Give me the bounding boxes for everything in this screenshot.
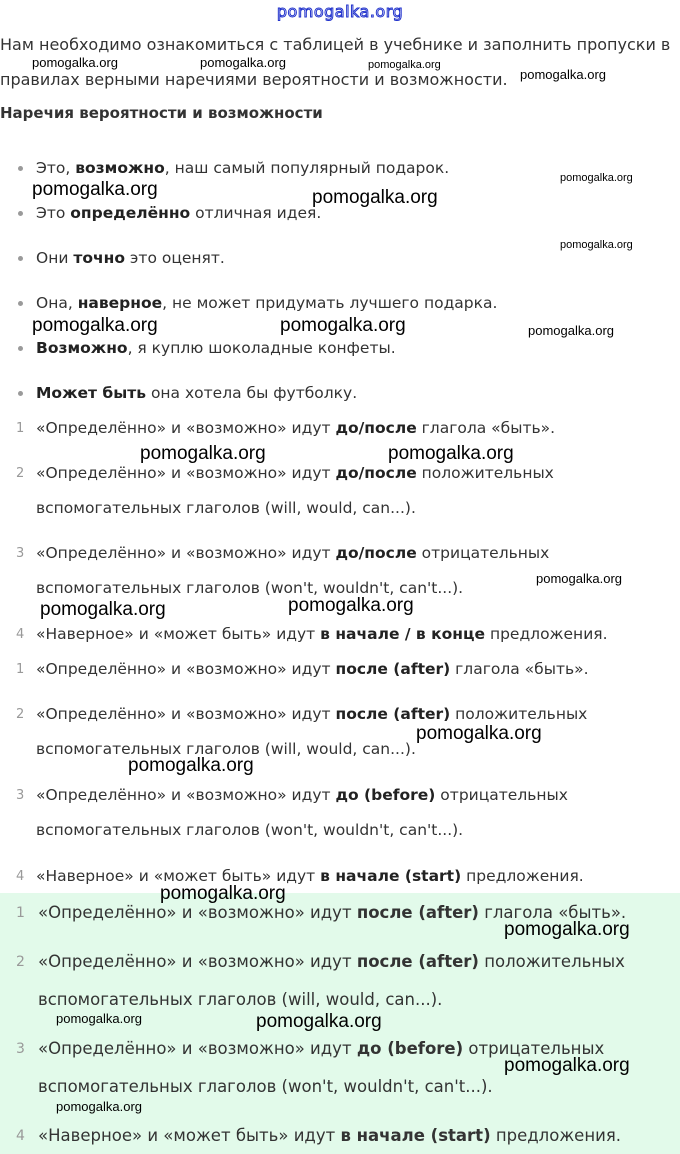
watermark: pomogalka.org: [388, 443, 514, 464]
rule-item-continuation: вспомогательных глаголов (will, would, can...).: [36, 499, 416, 517]
watermark: pomogalka.org: [40, 599, 166, 620]
rule-number: 3: [16, 788, 25, 803]
watermark: pomogalka.org: [200, 55, 286, 70]
example-item: Она, наверное, не может придумать лучшего подарка.: [36, 294, 498, 312]
watermark: pomogalka.org: [504, 1055, 630, 1076]
watermark: pomogalka.org: [32, 179, 158, 200]
rule-number: 4: [16, 627, 25, 642]
rule-number: 3: [16, 1041, 25, 1057]
rule-number: 1: [16, 421, 25, 436]
bullet-icon: [18, 301, 23, 306]
rule-item: «Наверное» и «может быть» идут в начале / в конце предложения.: [36, 625, 608, 643]
watermark: pomogalka.org: [536, 571, 622, 586]
example-item: Это, возможно, наш самый популярный подарок.: [36, 159, 450, 177]
watermark: pomogalka.org: [520, 67, 606, 82]
watermark: pomogalka.org: [32, 55, 118, 70]
answer-item: «Определённо» и «возможно» идут до (before) отрицательных: [38, 1039, 605, 1058]
rule-number: 2: [16, 707, 25, 722]
rule-number: 4: [16, 1128, 25, 1144]
example-item: Они точно это оценят.: [36, 249, 225, 267]
rule-item: «Определённо» и «возможно» идут после (after) глагола «быть».: [36, 660, 589, 678]
intro-line-2: правилах верными наречиями вероятности и возможности.: [0, 70, 508, 89]
answer-item-continuation: вспомогательных глаголов (won't, wouldn't, can't...).: [38, 1077, 493, 1096]
answer-item: «Определённо» и «возможно» идут после (after) положительных: [38, 952, 625, 971]
answer-item-continuation: вспомогательных глаголов (will, would, can...).: [38, 990, 443, 1009]
watermark: pomogalka.org: [56, 1011, 142, 1026]
rule-item: «Определённо» и «возможно» идут до (before) отрицательных: [36, 786, 568, 804]
watermark: pomogalka.org: [288, 595, 414, 616]
bullet-icon: [18, 166, 23, 171]
watermark: pomogalka.org: [368, 59, 441, 71]
bullet-icon: [18, 211, 23, 216]
example-item: Может быть она хотела бы футболку.: [36, 384, 358, 402]
bullet-icon: [18, 256, 23, 261]
watermark: pomogalka.org: [312, 187, 438, 208]
rule-item-continuation: вспомогательных глаголов (won't, wouldn't, can't...).: [36, 821, 464, 839]
example-item: Возможно, я куплю шоколадные конфеты.: [36, 339, 396, 357]
example-item: Это определённо отличная идея.: [36, 204, 322, 222]
answer-item: «Определённо» и «возможно» идут после (after) глагола «быть».: [38, 903, 627, 922]
rule-item-continuation: вспомогательных глаголов (won't, wouldn't, can't...).: [36, 579, 464, 597]
watermark: pomogalka.org: [504, 919, 630, 940]
intro-line-1: Нам необходимо ознакомиться с таблицей в учебнике и заполнить пропуски в: [0, 35, 671, 54]
watermark: pomogalka.org: [280, 315, 406, 336]
rule-item: «Определённо» и «возможно» идут после (after) положительных: [36, 705, 588, 723]
rule-number: 1: [16, 662, 25, 677]
watermark: pomogalka.org: [416, 723, 542, 744]
watermark: pomogalka.org: [560, 172, 633, 184]
watermark: pomogalka.org: [128, 755, 254, 776]
rule-item: «Наверное» и «может быть» идут в начале (start) предложения.: [36, 867, 584, 885]
rule-item: «Определённо» и «возможно» идут до/после глагола «быть».: [36, 419, 556, 437]
watermark: pomogalka.org: [256, 1011, 382, 1032]
watermark: pomogalka.org: [160, 883, 286, 904]
site-logo: pomogalka.org: [276, 2, 404, 21]
watermark: pomogalka.org: [528, 323, 614, 338]
bullet-icon: [18, 391, 23, 396]
watermark: pomogalka.org: [560, 239, 633, 251]
rule-number: 2: [16, 466, 25, 481]
rule-item-continuation: вспомогательных глаголов (will, would, can...).: [36, 740, 416, 758]
watermark: pomogalka.org: [32, 315, 158, 336]
watermark: pomogalka.org: [140, 443, 266, 464]
rule-number: 3: [16, 546, 25, 561]
rule-item: «Определённо» и «возможно» идут до/после отрицательных: [36, 544, 550, 562]
rule-number: 4: [16, 869, 25, 884]
rule-number: 2: [16, 954, 25, 970]
watermark: pomogalka.org: [56, 1099, 142, 1114]
answer-item: «Наверное» и «может быть» идут в начале (start) предложения.: [38, 1126, 622, 1145]
section-heading: Наречия вероятности и возможности: [0, 104, 323, 122]
rule-number: 1: [16, 905, 25, 921]
rule-item: «Определённо» и «возможно» идут до/после положительных: [36, 464, 554, 482]
bullet-icon: [18, 346, 23, 351]
